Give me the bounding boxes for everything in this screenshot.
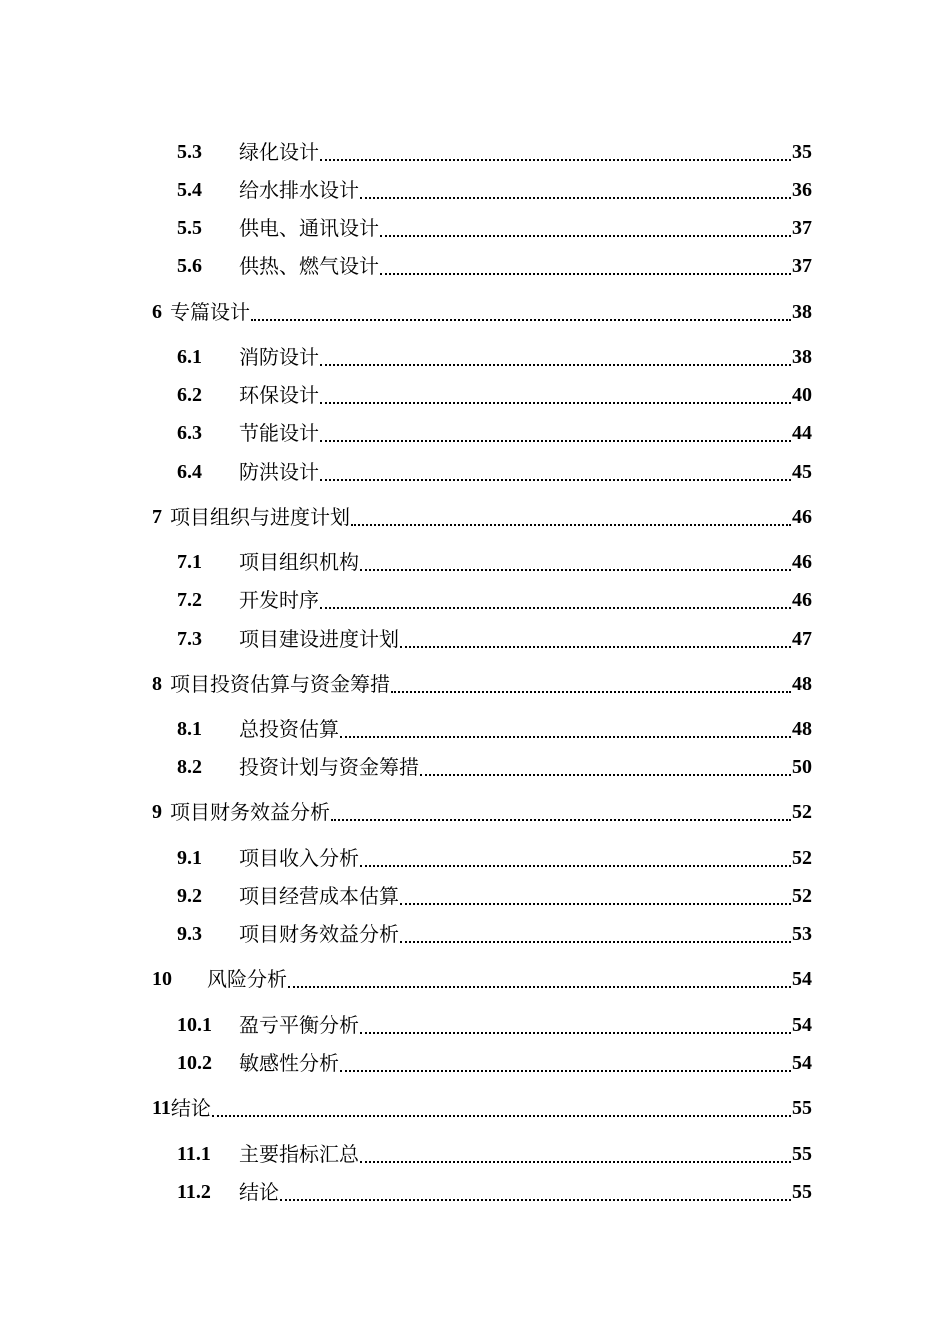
toc-entry[interactable] [177, 585, 812, 615]
toc-entry-number: 5.5 [177, 217, 202, 239]
toc-entry-number: 6.3 [177, 422, 202, 444]
toc-chapter-page: 48 [792, 673, 812, 695]
toc-entry[interactable] [177, 1010, 812, 1040]
toc-entry-title: 盈亏平衡分析 [239, 1013, 359, 1037]
dot-leader [380, 235, 791, 237]
toc-entry-title: 项目经营成本估算 [239, 884, 399, 908]
toc-chapter-number: 11 [152, 1097, 171, 1119]
toc-entry[interactable] [177, 752, 812, 782]
toc-entry-title: 消防设计 [239, 345, 319, 369]
dot-leader [331, 819, 791, 821]
toc-chapter[interactable] [152, 797, 812, 827]
dot-leader [360, 197, 791, 199]
toc-entry-title: 节能设计 [239, 421, 319, 445]
toc-chapter-title: 风险分析 [207, 967, 287, 991]
toc-chapter-page: 55 [792, 1097, 812, 1119]
toc-entry-number: 11.1 [177, 1143, 211, 1165]
toc-entry-title: 项目组织机构 [239, 550, 359, 574]
toc-entry-number: 6.2 [177, 384, 202, 406]
toc-chapter-title: 项目财务效益分析 [170, 800, 330, 824]
dot-leader [320, 440, 791, 442]
toc-entry-number: 11.2 [177, 1181, 211, 1203]
dot-leader [251, 319, 791, 321]
dot-leader [212, 1115, 791, 1117]
toc-entry-title: 开发时序 [239, 588, 319, 612]
toc-chapter[interactable] [152, 297, 812, 327]
toc-chapter[interactable] [152, 1093, 812, 1123]
dot-leader [280, 1199, 791, 1201]
toc-entry[interactable] [177, 213, 812, 243]
toc-entry-number: 8.2 [177, 756, 202, 778]
toc-entry[interactable] [177, 418, 812, 448]
toc-entry-title: 投资计划与资金筹措 [239, 755, 419, 779]
toc-entry-title: 防洪设计 [239, 460, 319, 484]
toc-chapter[interactable] [152, 669, 812, 699]
toc-chapter-title: 项目投资估算与资金筹措 [170, 672, 390, 696]
toc-entry[interactable] [177, 714, 812, 744]
dot-leader [320, 364, 791, 366]
toc-entry[interactable] [177, 1139, 812, 1169]
toc-entry-page: 48 [792, 718, 812, 740]
toc-entry-page: 46 [792, 589, 812, 611]
toc-entry[interactable] [177, 1048, 812, 1078]
toc-entry-number: 10.2 [177, 1052, 212, 1074]
toc-entry[interactable] [177, 251, 812, 281]
dot-leader [340, 1070, 791, 1072]
toc-entry-page: 35 [792, 141, 812, 163]
toc-entry[interactable] [177, 137, 812, 167]
toc-entry-page: 37 [792, 255, 812, 277]
dot-leader [360, 865, 791, 867]
toc-chapter-number: 6 [152, 301, 162, 323]
toc-entry-page: 54 [792, 1014, 812, 1036]
toc-entry-page: 55 [792, 1181, 812, 1203]
toc-entry[interactable] [177, 175, 812, 205]
toc-entry-title: 供电、通讯设计 [239, 216, 379, 240]
toc-entry-title: 项目收入分析 [239, 846, 359, 870]
toc-entry-number: 6.1 [177, 346, 202, 368]
toc-chapter-title: 专篇设计 [170, 300, 250, 324]
toc-entry-page: 50 [792, 756, 812, 778]
toc-entry-title: 供热、燃气设计 [239, 254, 379, 278]
toc-entry[interactable] [177, 1177, 812, 1207]
dot-leader [420, 774, 791, 776]
dot-leader [320, 402, 791, 404]
dot-leader [320, 607, 791, 609]
toc-entry[interactable] [177, 919, 812, 949]
toc-entry-page: 40 [792, 384, 812, 406]
toc-entry-title: 主要指标汇总 [239, 1142, 359, 1166]
toc-entry-title: 项目建设进度计划 [239, 627, 399, 651]
toc-entry-number: 9.2 [177, 885, 202, 907]
toc-entry-number: 10.1 [177, 1014, 212, 1036]
toc-entry-page: 45 [792, 461, 812, 483]
toc-entry-page: 38 [792, 346, 812, 368]
toc-entry-title: 项目财务效益分析 [239, 922, 399, 946]
dot-leader [351, 524, 791, 526]
toc-chapter-page: 52 [792, 801, 812, 823]
toc-entry[interactable] [177, 457, 812, 487]
toc-chapter-page: 38 [792, 301, 812, 323]
toc-entry-page: 37 [792, 217, 812, 239]
toc-entry[interactable] [177, 843, 812, 873]
toc-chapter-number: 10 [152, 968, 172, 990]
toc-chapter-number: 9 [152, 801, 162, 823]
toc-chapter-title: 结论 [170, 1096, 211, 1120]
toc-entry-page: 46 [792, 551, 812, 573]
toc-entry-number: 7.3 [177, 628, 202, 650]
dot-leader [320, 479, 791, 481]
toc-chapter[interactable] [152, 964, 812, 994]
toc-entry-number: 6.4 [177, 461, 202, 483]
toc-entry-number: 5.6 [177, 255, 202, 277]
toc-entry-title: 给水排水设计 [239, 178, 359, 202]
toc-chapter-page: 54 [792, 968, 812, 990]
toc-entry-title: 环保设计 [239, 383, 319, 407]
dot-leader [360, 1032, 791, 1034]
dot-leader [380, 273, 791, 275]
toc-entry-page: 52 [792, 847, 812, 869]
toc-entry-title: 绿化设计 [239, 140, 319, 164]
toc-entry[interactable] [177, 624, 812, 654]
toc-chapter[interactable] [152, 502, 812, 532]
toc-entry-number: 9.3 [177, 923, 202, 945]
toc-entry-number: 7.1 [177, 551, 202, 573]
toc-entry-page: 54 [792, 1052, 812, 1074]
toc-entry-number: 5.3 [177, 141, 202, 163]
toc-chapter-title: 项目组织与进度计划 [170, 505, 350, 529]
toc-entry-title: 总投资估算 [239, 717, 339, 741]
toc-entry[interactable] [177, 881, 812, 911]
toc-entry[interactable] [177, 547, 812, 577]
toc-entry-page: 36 [792, 179, 812, 201]
dot-leader [360, 569, 791, 571]
toc-entry-page: 52 [792, 885, 812, 907]
toc-chapter-number: 7 [152, 506, 162, 528]
toc-entry-page: 53 [792, 923, 812, 945]
toc-entry-title: 敏感性分析 [239, 1051, 339, 1075]
dot-leader [400, 646, 791, 648]
toc-entry-number: 7.2 [177, 589, 202, 611]
toc-entry-title: 结论 [239, 1180, 279, 1204]
toc-entry-page: 44 [792, 422, 812, 444]
toc-entry-number: 8.1 [177, 718, 202, 740]
toc-entry-page: 55 [792, 1143, 812, 1165]
toc-entry-number: 9.1 [177, 847, 202, 869]
dot-leader [288, 986, 791, 988]
toc-entry-page: 47 [792, 628, 812, 650]
dot-leader [340, 736, 791, 738]
dot-leader [391, 691, 791, 693]
toc-entry[interactable] [177, 380, 812, 410]
dot-leader [400, 941, 791, 943]
dot-leader [360, 1161, 791, 1163]
toc-entry-number: 5.4 [177, 179, 202, 201]
toc-chapter-number: 8 [152, 673, 162, 695]
dot-leader [400, 903, 791, 905]
toc-chapter-page: 46 [792, 506, 812, 528]
dot-leader [320, 159, 791, 161]
toc-entry[interactable] [177, 342, 812, 372]
